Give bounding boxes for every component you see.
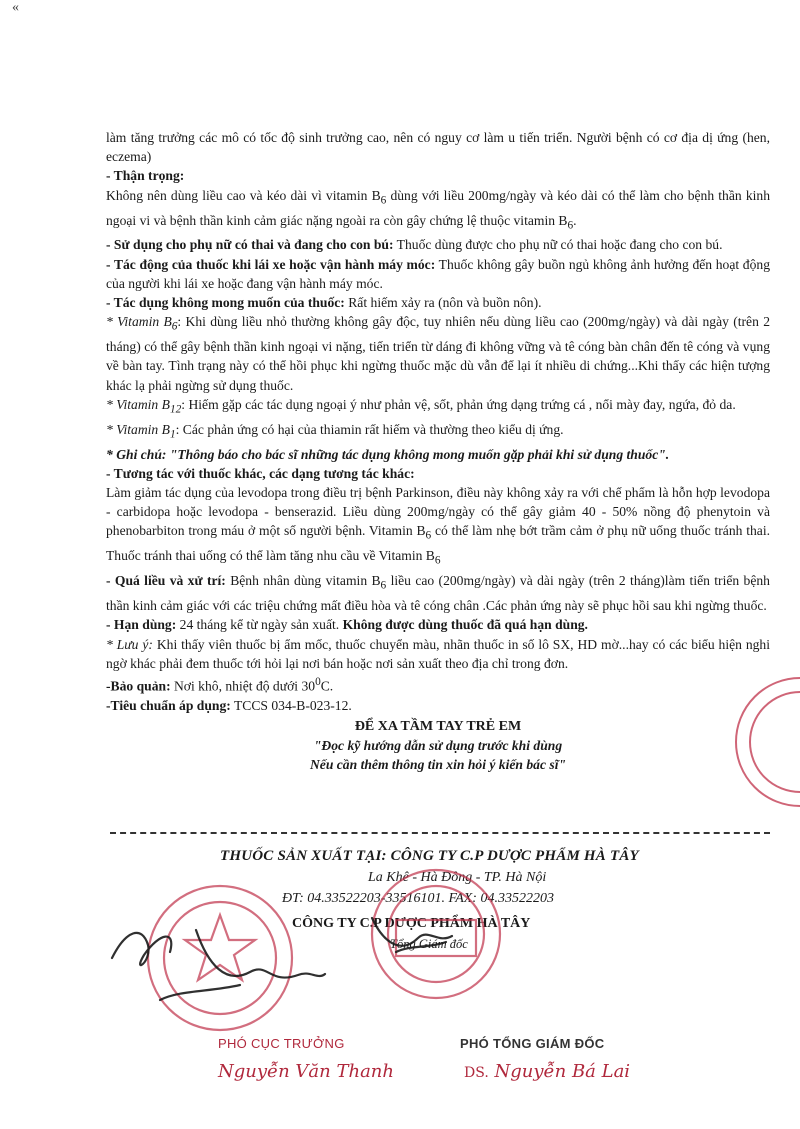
section-heading: - Tương tác với thuốc khác, các dạng tương tác khác: <box>106 465 415 481</box>
paragraph-vitamin-b12: * Vitamin $B_{12}$: Hiếm gặp các tác dụng ngoại ý như phản vệ, sốt, phản ứng dạng trứng cá , nổi mày đay, ngứa, đỏ da. <box>106 396 736 416</box>
read-instructions-line: "Đọc kỹ hướng dẫn sử dụng trước khi dùng <box>313 738 563 754</box>
section-heading: - Thận trọng: <box>106 168 185 184</box>
manufacturer-phone: ĐT: 04.33522203-33516101. FAX: 04.33522203 <box>282 891 554 906</box>
paragraph-contraindication-cont: làm tăng trưởng các mô có tốc độ sinh trưởng cao, nên có nguy cơ làm u tiến triển. Người bệnh có cơ địa dị ứng (hen, eczema) <box>106 130 770 165</box>
section-heading: - Hạn dùng: <box>106 617 177 633</box>
section-pregnancy: - Sử dụng cho phụ nữ có thai và đang cho con bú: Thuốc dùng được cho phụ nữ có thai hoặc đang cho con bú. <box>106 237 723 253</box>
section-expiry: - Hạn dùng: 24 tháng kể từ ngày sản xuất. Không được dùng thuốc đã quá hạn dùng. <box>106 617 588 633</box>
company-name: CÔNG TY C.P DƯỢC PHẨM HÀ TÂY <box>292 916 531 931</box>
signer-title-right: PHÓ TỔNG GIÁM ĐỐC <box>460 1036 605 1051</box>
manufacturer-line: THUỐC SẢN XUẤT TẠI: CÔNG TY C.P DƯỢC PHẨM HÀ TÂY <box>220 848 639 864</box>
section-storage: -Bảo quản: Nơi khô, nhiệt độ dưới $30^0C$. <box>106 676 334 694</box>
section-heading: - Tác động của thuốc khi lái xe hoặc vận hành máy móc: <box>106 256 436 272</box>
signer-name-left: Nguyễn Văn Thanh <box>218 1061 394 1082</box>
signature-block-right <box>460 1036 630 1082</box>
paragraph-vitamin-b1: * Vitamin $B_1$: Các phản ứng có hại của thiamin rất hiếm và thường theo kiểu dị ứng. <box>106 421 564 441</box>
warning-tagline <box>106 717 770 775</box>
leaflet-body <box>106 128 770 775</box>
section-interactions <box>106 464 770 483</box>
paragraph-vitamin-b6: * Vitamin $B_6$: Khi dùng liều nhỏ thường không gây độc, tuy nhiên nếu dùng liều cao (200mg/ngày) và dài ngày (trên 2 tháng) có thể gây bệnh thần kinh ngoại vi nặng, tiến triển từ dáng đi không vững và tê cóng bàn chân đến tê cóng và vụng về bàn tay. Tình trạng này có thể hồi phục khi ngừng thuốc mặc dù vẫn để lại ít nhiều di chứng...Khi thấy các hiện tượng khác lạ phải ngừng sử dụng thuốc. <box>106 314 770 393</box>
ask-doctor-line: Nếu cần thêm thông tin xin hỏi ý kiến bác sĩ" <box>309 757 567 773</box>
section-adverse: - Tác dụng không mong muốn của thuốc: Rất hiếm xảy ra (nôn và buồn nôn). <box>106 295 542 311</box>
section-heading: - Quá liều và xử trí: <box>106 573 226 589</box>
ceo-role: Tổng Giám đốc <box>390 937 468 951</box>
section-heading: - Sử dụng cho phụ nữ có thai và đang cho con bú: <box>106 237 394 253</box>
section-overdose: - Quá liều và xử trí: Bệnh nhân dùng vitamin $B_6$ liều cao (200mg/ngày) và dài ngày (trên 2 tháng)làm tiến triển bệnh thần kinh cảm giác với các triệu chứng mất điều hòa và tê cóng chân .Các phản ứng này sẽ phục hồi sau khi ngừng thuốc. <box>106 573 770 614</box>
section-driving: - Tác động của thuốc khi lái xe hoặc vận hành máy móc: Thuốc không gây buồn ngủ không ảnh hưởng đến hoạt động của người khi lái xe hoặc đang vận hành máy móc. <box>106 256 770 291</box>
paragraph-interactions: Làm giảm tác dụng của levodopa trong điều trị bệnh Parkinson, điều này không xảy ra với chế phẩm là hỗn hợp levodopa - carbidopa hoặc levodopa - benserazid. Liều dùng 200mg/ngày có thể gây giảm 40 - 50% nồng độ phenytoin và phenobarbiton trong máu ở một số người bệnh. Vitamin $B_6$ có thể làm nhẹ bớt trầm cảm ở phụ nữ uống thuốc tránh thai. Thuốc tránh thai uống có thể làm tăng nhu cầu về Vitamin $B_6$ <box>106 485 771 568</box>
manufacturer-block <box>220 846 780 955</box>
signature-block-left <box>218 1036 394 1082</box>
section-caution <box>106 166 770 185</box>
section-heading: - Tác dụng không mong muốn của thuốc: <box>106 295 345 311</box>
section-standard: -Tiêu chuẩn áp dụng: TCCS 034-B-023-12. <box>106 697 352 713</box>
corner-mark: « <box>12 0 19 15</box>
signer-name-right: DS. Nguyễn Bá Lai <box>464 1061 631 1082</box>
section-heading: -Bảo quản: <box>106 678 171 694</box>
paragraph-attention: * Lưu ý: Khi thấy viên thuốc bị ẩm mốc, thuốc chuyển màu, nhãn thuốc in số lô SX, HD mờ...hay có các biểu hiện nghi ngờ khác phải đem thuốc tới hỏi lại nơi bán hoặc nơi sản xuất theo địa chỉ trong đơn. <box>106 636 770 671</box>
dashed-divider <box>110 832 770 834</box>
section-heading: -Tiêu chuẩn áp dụng: <box>106 697 231 713</box>
keep-away-heading: ĐỂ XA TẦM TAY TRẺ EM <box>354 718 522 734</box>
signer-title-left: PHÓ CỤC TRƯỞNG <box>218 1036 345 1051</box>
manufacturer-address: La Khê - Hà Đông - TP. Hà Nội <box>368 870 547 885</box>
paragraph-note: * Ghi chú: "Thông báo cho bác sĩ những tác dụng không mong muốn gặp phải khi sử dụng thuốc". <box>106 446 670 462</box>
paragraph-caution: Không nên dùng liều cao và kéo dài vì vitamin $B_6$ dùng với liều 200mg/ngày và kéo dài có thể làm cho bệnh thần kinh ngoại vi và bệnh thần kinh cảm giác nặng ngoài ra còn gây chứng lệ thuộc vitamin $B_6$. <box>106 187 770 232</box>
